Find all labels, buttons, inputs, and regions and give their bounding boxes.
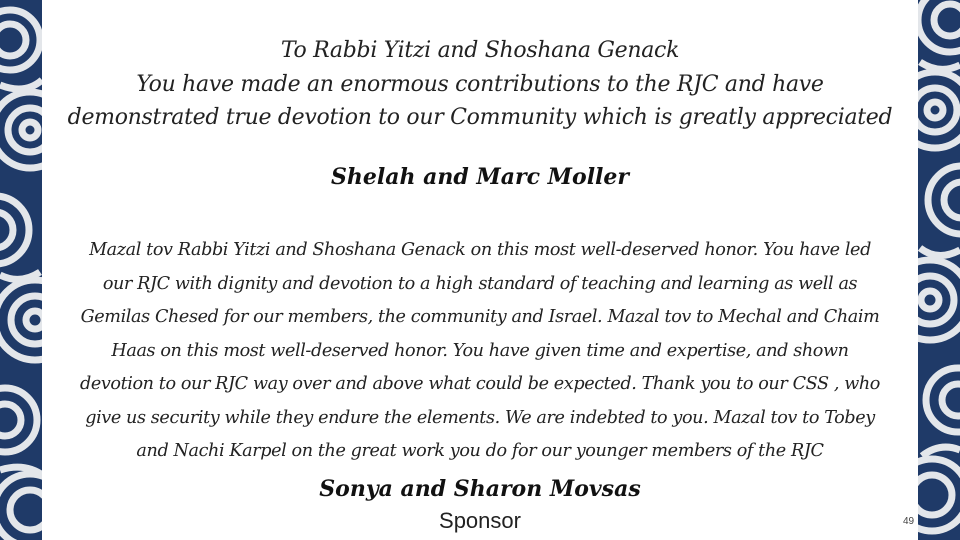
dedication-line: give us security while they endure the elements. We are indebted to you. Mazal tov to Tobey — [85, 407, 875, 428]
dedication-mazal-tov — [60, 234, 900, 469]
gemilas-chesed-text: Gemilas Chesed — [80, 307, 219, 327]
dedication-line: You have made an enormous contributions to the RJC and have — [136, 71, 824, 97]
dedication-line: To Rabbi Yitzi and Shoshana Genack — [280, 38, 680, 63]
dedication-line-rest: for our members, the community and Israel. Mazal tov to Mechal and Chaim — [218, 307, 880, 327]
dedication-line: demonstrated true devotion to our Community which is greatly appreciated — [67, 105, 893, 130]
dedication-line — [60, 301, 900, 335]
signature-movsas: Sonya and Sharon Movsas — [319, 476, 641, 502]
dedication-line: our RJC with dignity and devotion to a high standard of teaching and learning as well as — [102, 273, 858, 294]
dedication-genack — [42, 34, 918, 135]
signature-moller: Shelah and Marc Moller — [330, 164, 630, 190]
page-number: 49 — [903, 516, 915, 527]
dedication-line: Haas on this most well-deserved honor. You have given time and expertise, and shown — [111, 340, 849, 361]
content-panel — [42, 0, 918, 540]
dedication-line: devotion to our RJC way over and above what could be expected. Thank you to our CSS , who — [79, 374, 880, 394]
dedication-line: and Nachi Karpel on the great work you do for our younger members of the RJC — [136, 441, 824, 461]
sponsor-label: Sponsor — [439, 508, 521, 533]
dedication-line: Mazal tov Rabbi Yitzi and Shoshana Genack on this most well-deserved honor. You have led — [89, 240, 871, 260]
